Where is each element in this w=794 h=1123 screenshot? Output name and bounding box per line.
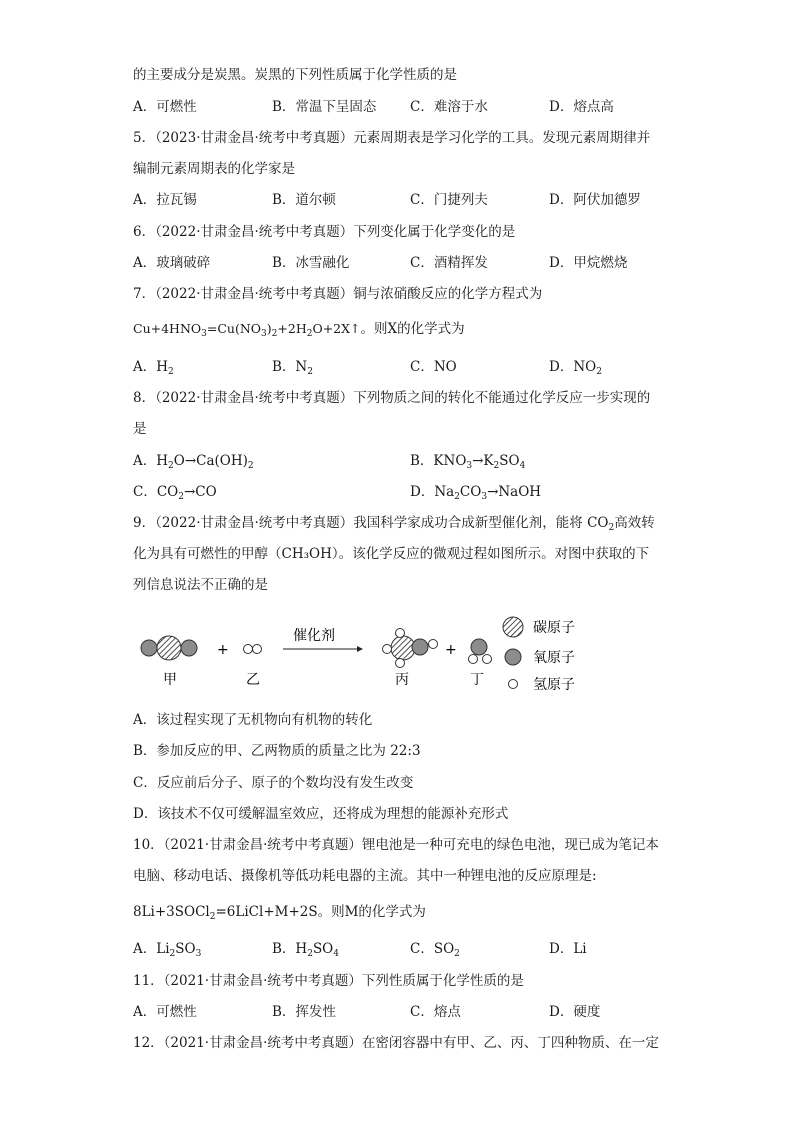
q4-option-a: A．可燃性 [133, 99, 197, 115]
q7-option-b: B．$N_2$ [272, 359, 313, 377]
question-10-line-1: 10．（2021·甘肃金昌·统考中考真题）锂电池是一种可充电的绿色电池，现已成为笔记本 [133, 837, 659, 853]
q8-option-a: A．$H_2O\to Ca(OH)_2$ [133, 453, 254, 471]
plus-sign: + [217, 642, 229, 658]
q11-option-d: D．硬度 [549, 1004, 601, 1020]
question-6-line-1: 6．（2022·甘肃金昌·统考中考真题）下列变化属于化学变化的是 [133, 224, 516, 240]
q8-option-d: D．$Na_2CO_3\to NaOH$ [410, 484, 542, 502]
label-ding: 丁 [470, 672, 484, 688]
legend-oxygen-swatch [505, 649, 521, 665]
question-7-line-1: 7．（2022·甘肃金昌·统考中考真题）铜与浓硝酸反应的化学方程式为 [133, 286, 543, 302]
question-5-line-2: 编制元素周期表的化学家是 [133, 161, 295, 177]
q5-option-d: D．阿伏加德罗 [549, 192, 641, 208]
q6-option-c: C．酒精挥发 [410, 255, 488, 271]
q9-option-a: A．该过程实现了无机物向有机物的转化 [133, 712, 373, 728]
question-5-line-1: 5．（2023·甘肃金昌·统考中考真题）元素周期表是学习化学的工具。发现元素周期律并 [133, 130, 651, 146]
question-9-line-2: 化为具有可燃性的甲醇（CH₃OH）。该化学反应的微观过程如图所示。对图中获取的下 [133, 546, 650, 562]
question-9-line-3: 列信息说法不正确的是 [133, 577, 268, 593]
catalyst-label: 催化剂 [293, 628, 335, 644]
legend-hydrogen-label: 氢原子 [533, 677, 575, 693]
question-4-stem: 的主要成分是炭黑。炭黑的下列性质属于化学性质的是 [133, 67, 457, 83]
legend-carbon-swatch [503, 617, 523, 637]
h2o-molecule [469, 639, 492, 664]
question-9-line-1: 9．（2022·甘肃金昌·统考中考真题）我国科学家成功合成新型催化剂，能将 $CO_2$高效转 [133, 515, 655, 533]
q5-option-c: C．门捷列夫 [410, 192, 488, 208]
question-12-line-1: 12．（2021·甘肃金昌·统考中考真题）在密闭容器中有甲、乙、丙、丁四种物质、在一定 [133, 1035, 659, 1051]
legend-oxygen-label: 氧原子 [533, 650, 575, 666]
q10-option-d: D．Li [549, 941, 587, 957]
q5-option-a: A．拉瓦锡 [133, 192, 197, 208]
q9-option-c: C．反应前后分子、原子的个数均没有发生改变 [133, 775, 414, 791]
q10-option-c: C．$SO_2$ [410, 941, 460, 959]
plus-sign-2: + [445, 642, 457, 658]
label-jia: 甲 [163, 672, 177, 688]
co2-molecule [141, 636, 197, 660]
h2-molecule [244, 645, 262, 654]
q7-option-c: C．NO [410, 359, 457, 375]
legend [503, 617, 575, 693]
q6-option-a: A．玻璃破碎 [133, 255, 211, 271]
q10-option-a: A．$Li_2SO_3$ [133, 941, 202, 959]
q11-option-a: A．可燃性 [133, 1004, 197, 1020]
question-10-equation: 8Li+3SOCl$_2$=6LiCl+M+2S。则M的化学式为 [133, 904, 426, 922]
q11-option-c: C．熔点 [410, 1004, 461, 1020]
q7-option-d: D．$NO_2$ [549, 359, 602, 377]
legend-carbon-label: 碳原子 [533, 620, 575, 636]
question-11-line-1: 11．（2021·甘肃金昌·统考中考真题）下列性质属于化学性质的是 [133, 973, 524, 989]
q8-option-c: C．$CO_2\to CO$ [133, 484, 217, 502]
question-10-line-2: 电脑、移动电话、摄像机等低功耗电器的主流。其中一种锂电池的反应原理是: [133, 868, 597, 884]
q9-option-b: B．参加反应的甲、乙两物质的质量之比为 22:3 [133, 743, 421, 759]
q4-option-d: D．熔点高 [549, 99, 614, 115]
arrow-head [357, 646, 363, 652]
question-7-equation: $Cu+4HNO_3=Cu(NO_3)_2+2H_2O+2X↑$。则X的化学式为 [133, 321, 465, 339]
q5-option-b: B．道尔顿 [272, 192, 336, 208]
q7-option-a: A．$H_2$ [133, 359, 174, 377]
ch3oh-molecule [383, 629, 438, 668]
question-8-line-2: 是 [133, 421, 147, 437]
q4-option-c: C．难溶于水 [410, 99, 488, 115]
reaction-diagram [133, 612, 593, 696]
q4-option-b: B．常温下呈固态 [272, 99, 377, 115]
legend-hydrogen-swatch [509, 680, 518, 689]
q9-option-d: D．该技术不仅可缓解温室效应，还将成为理想的能源补充形式 [133, 806, 509, 822]
q6-option-d: D．甲烷燃烧 [549, 255, 628, 271]
q10-option-b: B．$H_2SO_4$ [272, 941, 339, 959]
label-bing: 丙 [395, 672, 409, 688]
q8-option-b: B．$KNO_3\to K_2SO_4$ [410, 453, 526, 471]
q11-option-b: B．挥发性 [272, 1004, 336, 1020]
label-yi: 乙 [246, 672, 260, 688]
question-8-line-1: 8．（2022·甘肃金昌·统考中考真题）下列物质之间的转化不能通过化学反应一步实现的 [133, 390, 651, 406]
q6-option-b: B．冰雪融化 [272, 255, 350, 271]
